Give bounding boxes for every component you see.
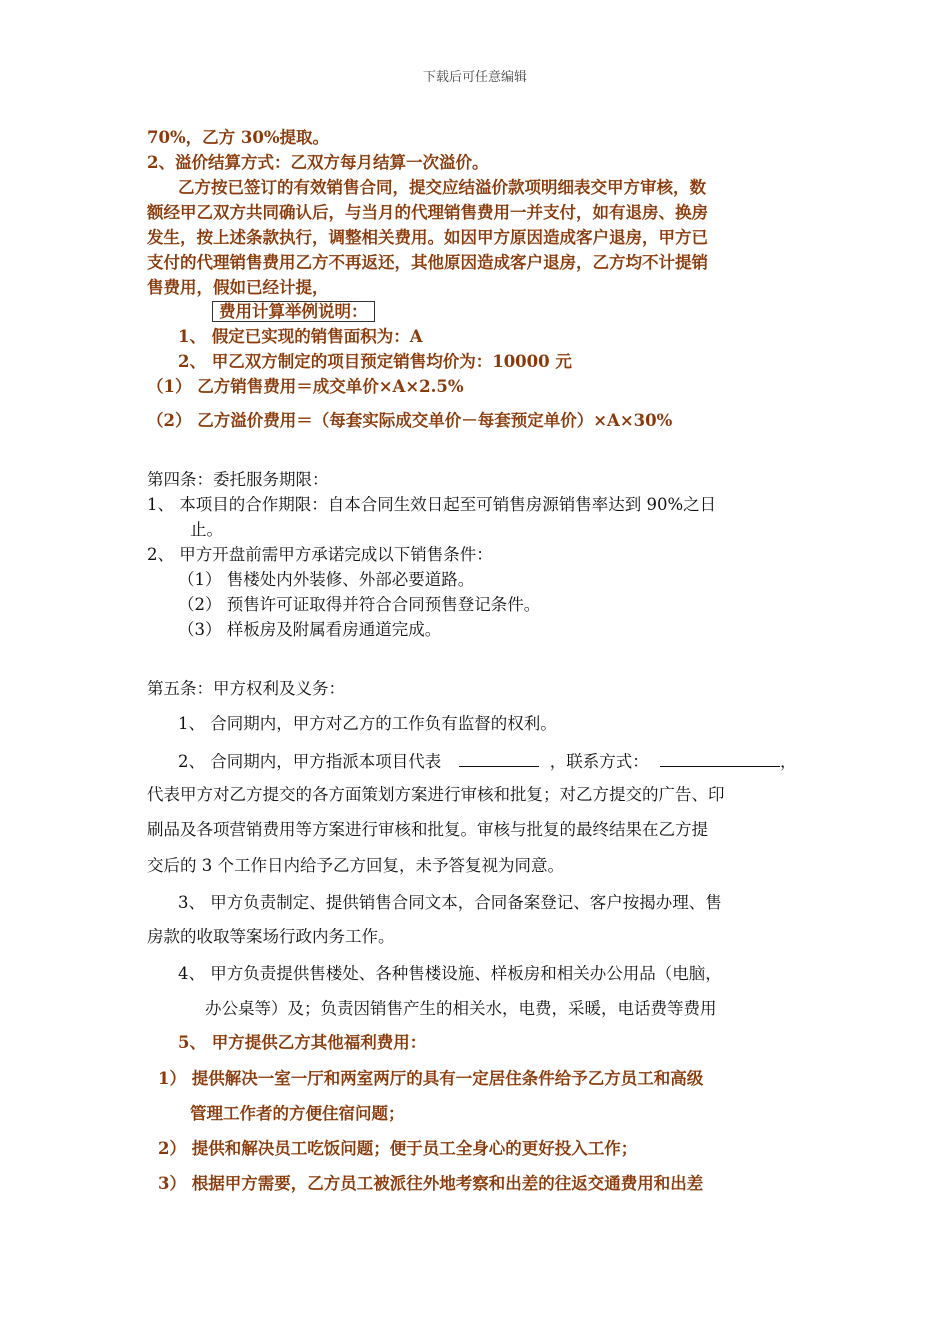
text-line: 2、 甲乙双方制定的项目预定销售均价为：10000 元	[178, 352, 572, 371]
text-line: 5、 甲方提供乙方其他福利费用：	[178, 1033, 427, 1052]
text-line: 4、 甲方负责提供售楼处、各种售楼设施、样板房和相关办公用品（电脑，	[178, 964, 722, 983]
text-line: 70%，乙方 30%提取。	[147, 128, 330, 147]
text-segment: ，联系方式：	[549, 752, 649, 771]
formula-line: （2） 乙方溢价费用＝（每套实际成交单价－每套预定单价）×A×30%	[147, 411, 673, 430]
text-line: 1、 假定已实现的销售面积为：A	[178, 327, 423, 346]
representative-blank	[459, 750, 539, 767]
text-line: 刷品及各项营销费用等方案进行审核和批复。审核与批复的最终结果在乙方提	[147, 820, 708, 839]
text-line: 管理工作者的方便住宿问题；	[190, 1104, 405, 1123]
text-line: 2、溢价结算方式：乙双方每月结算一次溢价。	[147, 153, 489, 172]
text-segment: ，	[780, 752, 797, 771]
contact-blank	[660, 750, 780, 767]
section-title: 第四条：委托服务期限：	[147, 470, 329, 489]
boxed-heading	[212, 302, 375, 322]
text-line: 1） 提供解决一室一厅和两室两厅的具有一定居住条件给予乙方员工和高级	[158, 1069, 704, 1088]
text-line: 额经甲乙双方共同确认后，与当月的代理销售费用一并支付，如有退房、换房	[147, 203, 708, 222]
example-heading: 费用计算举例说明：	[212, 301, 375, 322]
text-line: 2） 提供和解决员工吃饭问题；便于员工全身心的更好投入工作；	[158, 1139, 638, 1158]
text-line: 1、 本项目的合作期限：自本合同生效日起至可销售房源销售率达到 90%之日	[147, 495, 717, 514]
text-line: 发生，按上述条款执行，调整相关费用。如因甲方原因造成客户退房，甲方已	[147, 228, 708, 247]
text-line: 交后的 3 个工作日内给予乙方回复，未予答复视为同意。	[147, 856, 564, 875]
section-title: 第五条：甲方权利及义务：	[147, 679, 345, 698]
text-line: （2） 预售许可证取得并符合合同预售登记条件。	[178, 595, 541, 614]
text-line: （1） 售楼处内外装修、外部必要道路。	[178, 570, 475, 589]
text-line	[178, 750, 797, 772]
text-line: 1、 合同期内，甲方对乙方的工作负有监督的权利。	[178, 714, 557, 733]
text-line: 3） 根据甲方需要，乙方员工被派往外地考察和出差的往返交通费用和出差	[158, 1174, 704, 1193]
text-line: （3） 样板房及附属看房通道完成。	[178, 620, 442, 639]
formula-line: （1） 乙方销售费用＝成交单价×A×2.5%	[147, 377, 464, 396]
text-line: 止。	[190, 520, 223, 539]
text-line: 支付的代理销售费用乙方不再返还，其他原因造成客户退房，乙方均不计提销	[147, 253, 708, 272]
text-line: 2、 甲方开盘前需甲方承诺完成以下销售条件：	[147, 545, 493, 564]
text-segment: 2、 合同期内，甲方指派本项目代表	[178, 752, 442, 771]
text-line: 乙方按已签订的有效销售合同，提交应结溢价款项明细表交甲方审核，数	[178, 178, 706, 197]
page-header: 下载后可任意编辑	[422, 70, 527, 85]
text-line: 代表甲方对乙方提交的各方面策划方案进行审核和批复；对乙方提交的广告、印	[147, 785, 725, 804]
text-line: 房款的收取等案场行政内务工作。	[147, 927, 395, 946]
text-line: 售费用，假如已经计提，	[147, 278, 329, 297]
text-line: 3、 甲方负责制定、提供销售合同文本，合同备案登记、客户按揭办理、售	[178, 893, 722, 912]
text-line: 办公桌等）及；负责因销售产生的相关水，电费，采暖，电话费等费用	[205, 999, 717, 1018]
